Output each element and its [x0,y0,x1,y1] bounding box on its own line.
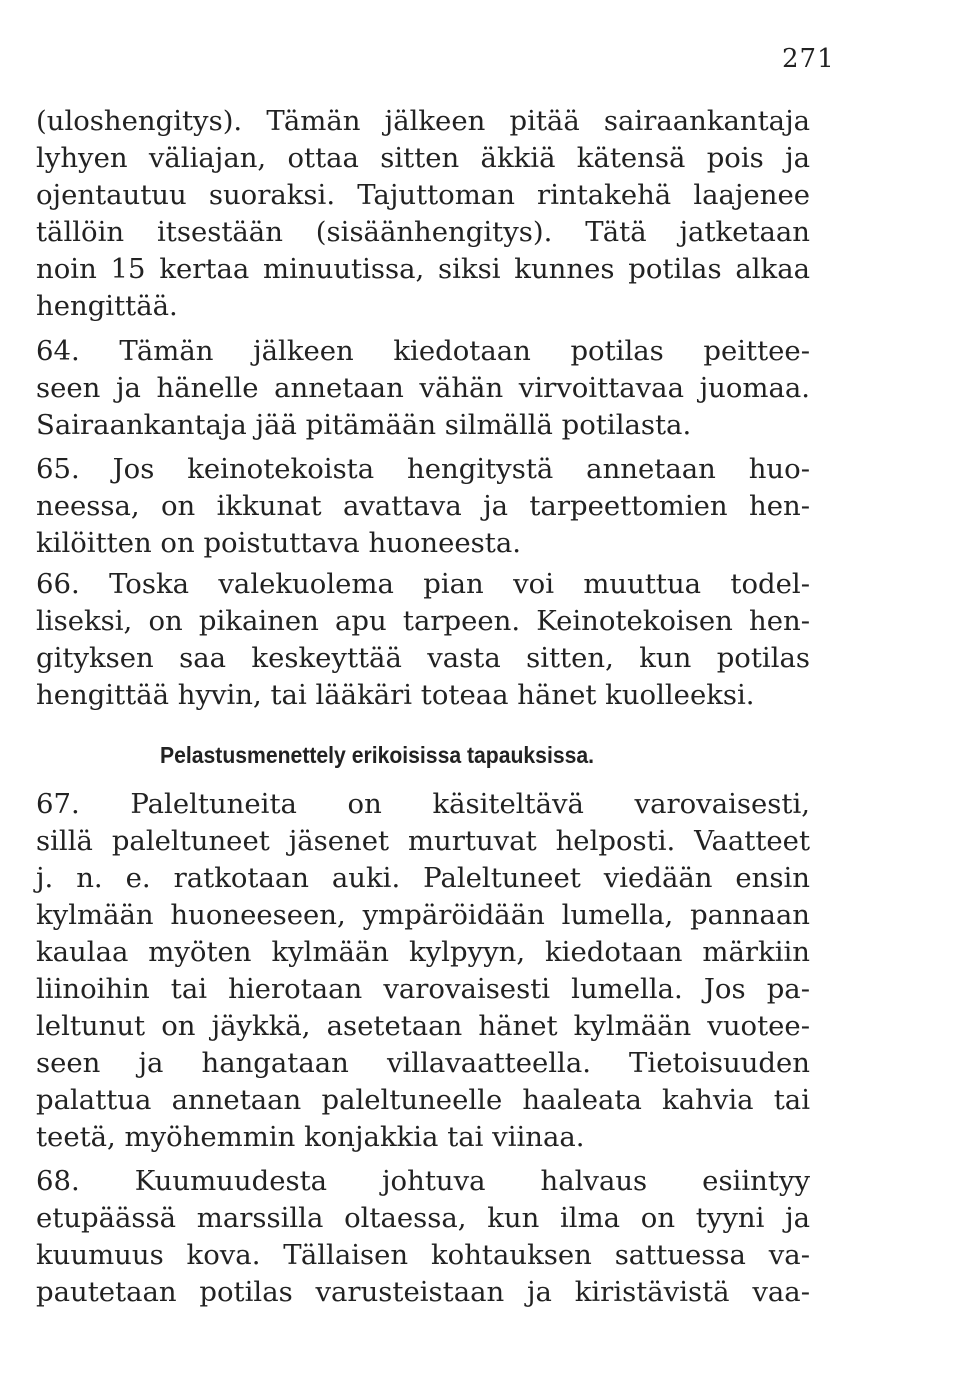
text-line: teetä, myöhemmin konjakkia tai viinaa. [36,1121,585,1153]
text-line: liseksi, on pikainen apu tarpeen. Keinotekoisen hen- [36,605,810,637]
text-line: kaulaa myöten kylmään kylpyyn, kiedotaan märkiin [36,936,810,968]
text-line: kylmään huoneeseen, ympäröidään lumella, pannaan [36,899,810,931]
text-line: lyhyen väliajan, ottaa sitten äkkiä kätensä pois ja [36,142,810,174]
text-line: sillä paleltuneet jäsenet murtuvat helposti. Vaatteet [36,825,810,857]
text-line: tällöin itsestään (sisäänhengitys). Tätä jatketaan [36,216,810,248]
page-number: 271 [782,44,835,74]
text-line: 65. Jos keinotekoista hengitystä annetaan huo- [36,453,810,485]
text-line: neessa, on ikkunat avattava ja tarpeettomien hen- [36,490,810,522]
text-line: hengittää hyvin, tai lääkäri toteaa hänet kuolleeksi. [36,679,755,711]
text-line: 68. Kuumuudesta johtuva halvaus esiintyy [36,1165,810,1197]
text-line: ojentautuu suoraksi. Tajuttoman rintakehä laajenee [36,179,810,211]
text-line: Sairaankantaja jää pitämään silmällä potilasta. [36,409,692,441]
text-line: etupäässä marssilla oltaessa, kun ilma on tyyni ja [36,1202,810,1234]
text-line: seen ja hänelle annetaan vähän virvoittavaa juomaa. [36,372,810,404]
text-line: (uloshengitys). Tämän jälkeen pitää sairaankantaja [36,105,810,137]
text-line: palattua annetaan paleltuneelle haaleata kahvia tai [36,1084,810,1116]
text-line: 66. Toska valekuolema pian voi muuttua todel- [36,568,810,600]
text-line: hengittää. [36,290,178,322]
text-line: noin 15 kertaa minuutissa, siksi kunnes potilas alkaa [36,253,810,285]
text-line: kuumuus kova. Tällaisen kohtauksen sattuessa va- [36,1239,810,1271]
text-line: 64. Tämän jälkeen kiedotaan potilas peittee- [36,335,810,367]
text-line: kilöitten on poistuttava huoneesta. [36,527,521,559]
text-line: 67. Paleltuneita on käsiteltävä varovaisesti, [36,788,810,820]
text-line: gityksen saa keskeyttää vasta sitten, kun potilas [36,642,810,674]
text-line: pautetaan potilas varusteistaan ja kiristävistä vaa- [36,1276,810,1308]
section-heading: Pelastusmenettely erikoisissa tapauksissa. [160,742,595,768]
text-line: leltunut on jäykkä, asetetaan hänet kylmään vuotee- [36,1010,810,1042]
text-line: liinoihin tai hierotaan varovaisesti lumella. Jos pa- [36,973,810,1005]
text-line: j. n. e. ratkotaan auki. Paleltuneet viedään ensin [36,862,810,894]
text-line: seen ja hangataan villavaatteella. Tietoisuuden [36,1047,810,1079]
